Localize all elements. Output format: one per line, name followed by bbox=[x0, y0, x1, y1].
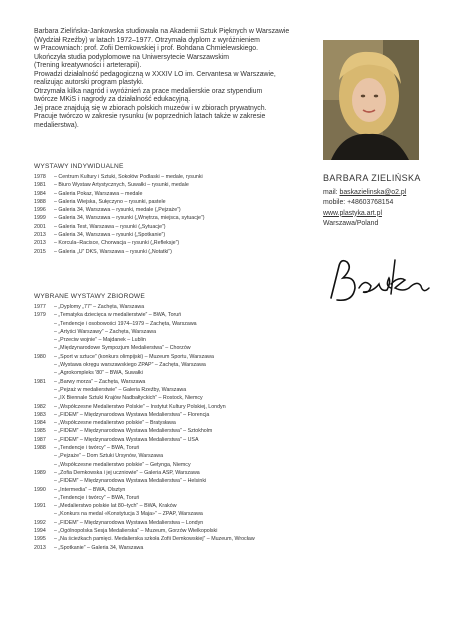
exhibition-year: 2013 bbox=[34, 544, 46, 551]
exhibition-row bbox=[34, 436, 324, 444]
website-link[interactable]: www.plastyka.art.pl bbox=[323, 209, 382, 217]
exhibition-year: 1979 bbox=[34, 312, 46, 319]
exhibition-row bbox=[34, 248, 324, 256]
mobile-line: mobile: +48603768154 bbox=[323, 199, 394, 206]
exhibition-year: 1982 bbox=[34, 403, 46, 410]
exhibition-text: – Galeria 34, Warszawa – rysunki, medale („Pejzaże”) bbox=[54, 207, 181, 214]
individual-exhibitions bbox=[34, 163, 324, 256]
exhibition-text: – „Spotkanie” – Galeria 34, Warszawa bbox=[54, 544, 144, 551]
biography bbox=[34, 28, 316, 130]
bio-line: Jej prace znajdują się w zbiorach polskich muzeów i w zbiorach prywatnych. bbox=[34, 104, 267, 112]
exhibition-text: – „Medalierstwo polskie lat 80–tych” – BWA, Kraków bbox=[54, 503, 177, 510]
exhibition-text: – „FIDEM” – Międzynarodowa Wystawa Medalierstwa” – Helsinki bbox=[54, 478, 207, 485]
exhibition-row bbox=[34, 344, 324, 352]
exhibition-year: 1995 bbox=[34, 536, 46, 543]
exhibition-year: 1989 bbox=[34, 469, 46, 476]
exhibition-year: 1981 bbox=[34, 378, 46, 385]
exhibition-row bbox=[34, 544, 324, 552]
exhibition-row bbox=[34, 510, 324, 518]
exhibition-text: – Galeria 34, Warszawa – rysunki („Spotkanie”) bbox=[54, 232, 166, 239]
bio-line: (Trening kreatywności i arteterapii). bbox=[34, 62, 142, 69]
exhibition-row bbox=[34, 469, 324, 477]
exhibition-text: – Korcula–Racisce, Chorwacja – rysunki („Refleksje”) bbox=[54, 240, 180, 247]
signature-image bbox=[325, 248, 435, 318]
exhibition-year: 1992 bbox=[34, 519, 46, 526]
exhibition-text: – „Artyści Warszawy” – Zachęta, Warszawa bbox=[54, 328, 157, 335]
exhibition-row bbox=[34, 403, 324, 411]
exhibition-text: – „Barwy morza” – Zachęta, Warszawa bbox=[54, 378, 146, 385]
exhibition-text: – „Na ścieżkach pamięci. Medalierska szkoła Zofii Demkowskiej” – Muzeum, Wrocław bbox=[54, 536, 255, 543]
exhibition-text: – Galeria Test, Warszawa – rysunki („Sytuacje”) bbox=[54, 223, 166, 230]
exhibition-row bbox=[34, 231, 324, 239]
bio-line: realizując autorski program plastyki. bbox=[34, 79, 144, 86]
exhibition-text: – „Współczesne medalierstwo polskie” – Getynga, Niemcy bbox=[54, 461, 191, 468]
exhibition-row bbox=[34, 303, 324, 311]
exhibition-year: 1991 bbox=[34, 503, 46, 510]
exhibition-row bbox=[34, 378, 324, 386]
exhibition-year: 1980 bbox=[34, 353, 46, 360]
exhibition-year: 1983 bbox=[34, 411, 46, 418]
artist-name: BARBARA ZIELIŃSKA bbox=[323, 173, 421, 183]
exhibition-row bbox=[34, 461, 324, 469]
exhibition-row bbox=[34, 427, 324, 435]
exhibition-row bbox=[34, 336, 324, 344]
mail-link[interactable]: baskazielinska@o2.pl bbox=[339, 188, 407, 196]
exhibition-row bbox=[34, 198, 324, 206]
exhibition-text: – „FIDEM” – Międzynarodowa Wystawa Medalierstwa” – Sztokholm bbox=[54, 428, 213, 435]
exhibition-year: 1977 bbox=[34, 304, 46, 310]
exhibition-row bbox=[34, 519, 324, 527]
exhibition-text: – „Konkurs na medal «Konstytucja 3 Maja»” – ZPAP, Warszawa bbox=[54, 511, 203, 518]
exhibition-text: – „Tendencje i twórcy” – BWA, Toruń bbox=[54, 494, 140, 501]
exhibition-row bbox=[34, 411, 324, 419]
mail-label: mail: bbox=[323, 188, 338, 196]
mail-line bbox=[323, 188, 438, 199]
exhibition-text: – „Tematyka dziecięca w medalierstwie” – BWA, Toruń bbox=[54, 312, 182, 319]
exhibition-text: – „Współczesne medalierstwo polskie” – Bratysława bbox=[54, 420, 176, 427]
exhibition-row bbox=[34, 214, 324, 222]
portrait-image bbox=[323, 40, 419, 160]
exhibition-text: – Centrum Kultury i Sztuki, Sokołów Podlaski – medale, rysunki bbox=[54, 174, 203, 180]
exhibition-year: 2013 bbox=[34, 240, 46, 247]
exhibition-year: 1990 bbox=[34, 486, 46, 493]
exhibition-text: – „Przeciw wojnie” – Majdanek – Lublin bbox=[54, 337, 146, 344]
exhibition-year: 1981 bbox=[34, 182, 46, 189]
bio-line: medalierstwa). bbox=[34, 121, 79, 129]
exhibition-year: 1988 bbox=[34, 445, 46, 452]
exhibition-row bbox=[34, 527, 324, 535]
exhibition-text: – „Dyplomy „77” – Zachęta, Warszawa bbox=[54, 304, 145, 310]
exhibition-row bbox=[34, 486, 324, 494]
group-list bbox=[34, 303, 324, 552]
exhibition-text: – „Intermedia” – BWA, Olsztyn bbox=[54, 486, 126, 493]
exhibition-year: 1994 bbox=[34, 528, 46, 535]
exhibition-text: – „Tendencje i osobowości 1974–1979 – Zachęta, Warszawa bbox=[54, 320, 197, 327]
individual-list bbox=[34, 173, 324, 256]
exhibition-text: – „Ogólnopolska Sesja Medalierska” – Muzeum, Gorzów Wielkopolski bbox=[54, 528, 218, 535]
exhibition-text: – „Pejzaż w medalierstwie” – Galeria Rzeźby, Warszawa bbox=[54, 386, 187, 393]
signature bbox=[325, 248, 435, 318]
exhibition-text: – „Agrokompleks '80” – BWA, Suwałki bbox=[54, 370, 143, 377]
exhibition-text: – Galeria 34, Warszawa – rysunki („Wnętrza, miejsca, sytuacje”) bbox=[54, 215, 205, 222]
exhibition-text: – „Współczesne Medalierstwo Polskie” – Instytut Kultury Polskiej, Londyn bbox=[54, 403, 226, 410]
exhibition-text: – „FIDEM” – Międzynarodowa Wystawa Medalierstwa” – USA bbox=[54, 436, 199, 443]
exhibition-row bbox=[34, 361, 324, 369]
portrait-photo bbox=[323, 40, 419, 160]
bio-line: twórcze MKiS i nagrody za działalność edukacyjną. bbox=[34, 96, 191, 103]
exhibition-row bbox=[34, 494, 324, 502]
exhibition-row bbox=[34, 369, 324, 377]
exhibition-text: – „IX Biennale Sztuki Krajów Nadbałtyckich” – Rostock, Niemcy bbox=[54, 395, 203, 402]
exhibition-year: 1987 bbox=[34, 436, 46, 443]
exhibition-year: 2013 bbox=[34, 232, 46, 239]
location-line: Warszawa/Poland bbox=[323, 220, 379, 227]
exhibition-text: – „Wystawa okręgu warszawskiego ZPAP” – Zachęta, Warszawa bbox=[54, 362, 206, 369]
exhibition-row bbox=[34, 452, 324, 460]
exhibition-row bbox=[34, 394, 324, 402]
exhibition-row bbox=[34, 444, 324, 452]
exhibition-year: 1985 bbox=[34, 428, 46, 435]
exhibition-row bbox=[34, 173, 324, 181]
exhibition-text: – Galeria Pokaz, Warszawa – medale bbox=[54, 190, 143, 197]
exhibition-year: 1988 bbox=[34, 198, 46, 205]
exhibition-row bbox=[34, 502, 324, 510]
section-title: WYBRANE WYSTAWY ZBIOROWE bbox=[34, 293, 145, 300]
bio-line: Pracuje twórczo w zakresie rysunku (w poprzednich latach także w zakresie bbox=[34, 113, 266, 120]
exhibition-text: – Galeria Wiejska, Sułęczyno – rysunki, pastele bbox=[54, 198, 166, 205]
exhibition-text: – Biuro Wystaw Artystycznych, Suwałki – rysunki, medale bbox=[54, 182, 189, 189]
bio-line: (Wydział Rzeźby) w latach 1972–1977. Otrzymała dyplom z wyróżnieniem bbox=[34, 36, 260, 44]
bio-line: Barbara Zielińska-Jankowska studiowała na Akademii Sztuk Pięknych w Warszawie bbox=[34, 28, 290, 35]
exhibition-year: 1996 bbox=[34, 207, 46, 214]
exhibition-row bbox=[34, 320, 324, 328]
exhibition-year: 1978 bbox=[34, 174, 46, 180]
group-exhibitions bbox=[34, 293, 324, 552]
exhibition-row bbox=[34, 353, 324, 361]
bio-line: w Pracowniach: prof. Zofii Demkowskiej i prof. Bohdana Chmielewskiego. bbox=[34, 45, 259, 52]
exhibition-text: – „Tendencje i twórcy” – BWA, Toruń bbox=[54, 445, 140, 452]
bio-line: Prowadzi działalność pedagogiczną w XXXIV LO im. Cervantesa w Warszawie, bbox=[34, 70, 276, 78]
exhibition-year: 2015 bbox=[34, 248, 46, 255]
bio-line: Ukończyła studia podyplomowe na Uniwersytecie Warszawskim bbox=[34, 53, 230, 61]
exhibition-row bbox=[34, 328, 324, 336]
exhibition-row bbox=[34, 477, 324, 485]
bio-line: Otrzymała kilka nagród i wyróżnień za prace medalierskie oraz stypendium bbox=[34, 87, 263, 95]
exhibition-text: – „Pejzaże” – Dom Sztuki Ursynów, Warszawa bbox=[54, 453, 164, 460]
exhibition-row bbox=[34, 239, 324, 247]
exhibition-text: – „Sport w sztuce” (konkurs olimpijski) – Muzeum Sportu, Warszawa bbox=[54, 353, 214, 360]
exhibition-row bbox=[34, 206, 324, 214]
exhibition-row bbox=[34, 311, 324, 319]
exhibition-text: – „FIDEM” – Międzynarodowa Wystawa Medalierstwa – Londyn bbox=[54, 519, 204, 526]
exhibition-text: – Galeria „U” DKS, Warszawa – rysunki („Notatki”) bbox=[54, 248, 172, 255]
exhibition-row bbox=[34, 223, 324, 231]
exhibition-text: – „Międzynarodowe Sympozjum Medalierstwa” – Chorzów bbox=[54, 345, 191, 352]
exhibition-row bbox=[34, 386, 324, 394]
exhibition-row bbox=[34, 190, 324, 198]
exhibition-row bbox=[34, 419, 324, 427]
exhibition-year: 1984 bbox=[34, 420, 46, 427]
exhibition-year: 1984 bbox=[34, 190, 46, 197]
exhibition-year: 1999 bbox=[34, 215, 46, 222]
section-title: WYSTAWY INDYWIDUALNE bbox=[34, 163, 124, 170]
exhibition-text: – „Zofia Demkowska i jej uczniowie” – Galeria ASP, Warszawa bbox=[54, 469, 200, 476]
exhibition-row bbox=[34, 181, 324, 189]
contact-block bbox=[323, 173, 438, 230]
exhibition-row bbox=[34, 535, 324, 543]
exhibition-year: 2001 bbox=[34, 223, 46, 230]
exhibition-text: – „FIDEM” – Międzynarodowa Wystawa Medalierstwa” – Florencja bbox=[54, 411, 210, 418]
